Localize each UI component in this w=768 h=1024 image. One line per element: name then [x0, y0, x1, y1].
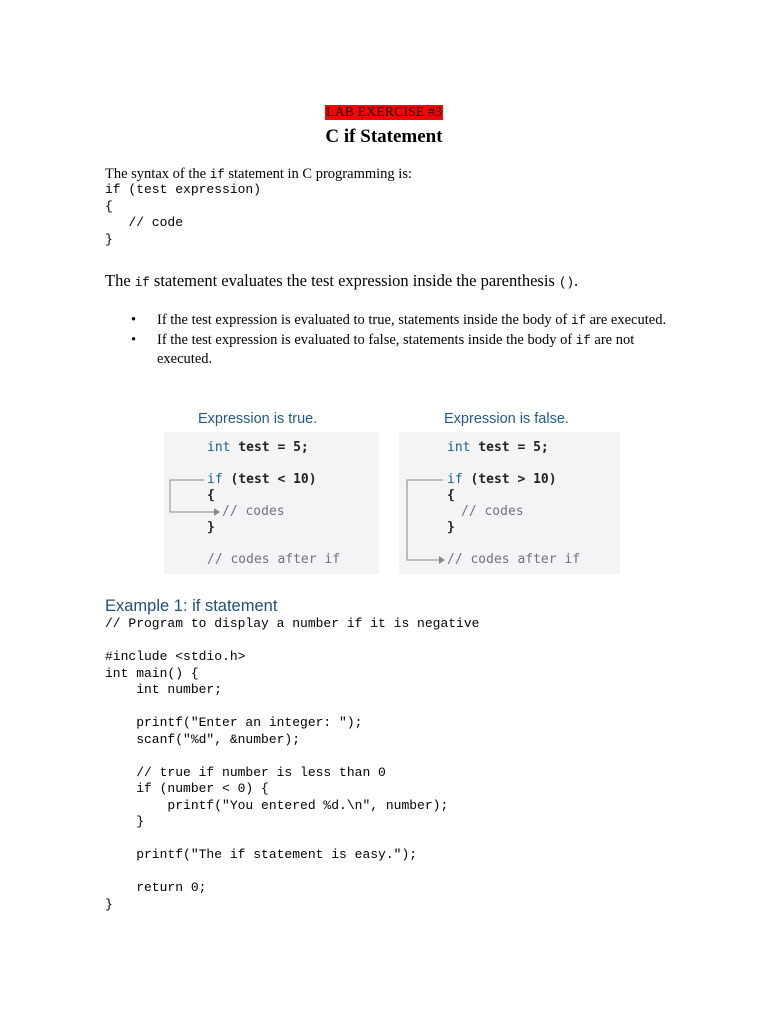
bullet-text-before: If the test expression is evaluated to false, statements inside the body of: [157, 332, 576, 348]
paragraph-after: .: [574, 271, 579, 290]
bullet-text-before: If the test expression is evaluated to true, statements inside the body of: [157, 312, 571, 328]
intro-text-before: The syntax of the: [105, 166, 210, 182]
paragraph-middle: statement evaluates the test expression inside the parenthesis: [149, 271, 559, 290]
explanation-paragraph: [105, 270, 578, 294]
list-item: [131, 311, 677, 330]
list-item: [131, 331, 677, 368]
bullet-dot-icon: •: [131, 332, 137, 348]
example-code-block: // Program to display a number if it is negative #include <stdio.h> int main() { int number; printf("Enter an integer: "); scanf("%d", &number); // true if number is less than 0 if (number < 0) { printf("You entered %d.\n", number); } printf("The if statement is easy."); return 0; }: [105, 616, 480, 912]
paragraph-inline-code: if: [134, 276, 150, 290]
page-title: C if Statement: [325, 126, 443, 147]
int-keyword: int: [207, 440, 231, 455]
true-panel-close-brace: }: [207, 520, 215, 535]
false-panel-close-brace: }: [447, 520, 455, 535]
false-expression-panel: [399, 432, 620, 574]
bullet-dot-icon: •: [131, 312, 137, 328]
true-panel-after-comment: // codes after if: [207, 552, 341, 567]
lab-exercise-label: [0, 104, 768, 122]
false-flow-arrow-icon: [399, 432, 620, 574]
false-panel-after-comment: // codes after if: [447, 552, 581, 567]
false-panel-caption: Expression is false.: [444, 411, 569, 427]
true-panel-body-comment: // codes: [222, 504, 285, 519]
true-panel-caption: Expression is true.: [198, 411, 318, 427]
syntax-code-block: if (test expression) { // code }: [105, 182, 262, 247]
true-expression-panel: [164, 432, 379, 574]
if-keyword: if: [447, 472, 463, 487]
true-flow-arrow-icon: [164, 432, 379, 574]
intro-inline-code: if: [209, 168, 225, 182]
false-panel-open-brace: {: [447, 488, 455, 503]
bullet-text-after: are not executed.: [157, 332, 635, 367]
if-condition: (test > 10): [462, 472, 557, 487]
declaration-rest: test = 5;: [470, 440, 549, 455]
lab-exercise-label-text: LAB EXERCISE #3: [326, 105, 442, 120]
true-panel-open-brace: {: [207, 488, 215, 503]
false-panel-body-comment: // codes: [461, 504, 524, 519]
if-keyword: if: [207, 472, 223, 487]
declaration-rest: test = 5;: [230, 440, 309, 455]
example-heading: Example 1: if statement: [105, 597, 278, 615]
bullet-list: [131, 311, 677, 369]
bullet-text-after: are executed.: [585, 312, 667, 328]
int-keyword: int: [447, 440, 471, 455]
paragraph-parenthesis-code: (): [558, 276, 574, 290]
bullet-inline-code: if: [575, 334, 591, 348]
intro-text-after: statement in C programming is:: [224, 166, 412, 182]
paragraph-before: The: [105, 271, 135, 290]
bullet-inline-code: if: [570, 314, 586, 328]
if-condition: (test < 10): [222, 472, 317, 487]
